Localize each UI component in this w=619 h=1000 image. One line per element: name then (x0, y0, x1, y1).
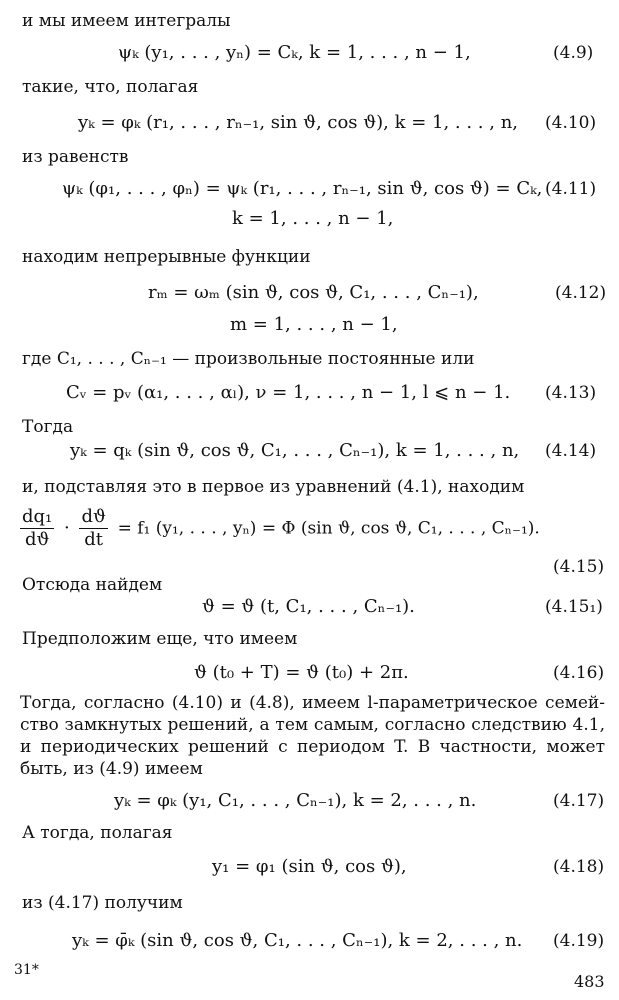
equation-rhs: = f₁ (y₁, . . . , yₙ) = Φ (sin ϑ, cos ϑ, C₁, . . . , Cₙ₋₁). (117, 518, 540, 539)
equation-4-15-1: ϑ = ϑ (t, C₁, . . . , Cₙ₋₁). (202, 596, 415, 617)
equation-4-12: rₘ = ωₘ (sin ϑ, cos ϑ, C₁, . . . , Cₙ₋₁), (148, 282, 479, 303)
text-line: Предположим еще, что имеем (22, 629, 298, 649)
equation-4-17: yₖ = φₖ (y₁, C₁, . . . , Cₙ₋₁), k = 2, . . . , n. (114, 790, 477, 811)
text-line: из (4.17) получим (22, 893, 183, 913)
paragraph-line: быть, из (4.9) имеем (20, 759, 203, 779)
paragraph-line: и периодических решений с периодом T. В частности, может (20, 737, 605, 757)
equation-number: (4.15) (553, 557, 605, 577)
page-number: 483 (574, 972, 605, 991)
fraction-numerator: dϑ (81, 506, 106, 527)
equation-4-11: ψₖ (φ₁, . . . , φₙ) = ψₖ (r₁, . . . , rₙ₋₁, sin ϑ, cos ϑ) = Cₖ, (62, 178, 543, 199)
equation-number: (4.19) (553, 931, 605, 951)
equation-number: (4.12) (555, 283, 607, 303)
equation-4-18: y₁ = φ₁ (sin ϑ, cos ϑ), (212, 856, 407, 877)
text-line: Тогда (22, 417, 74, 437)
equation-4-19: yₖ = φ̄ₖ (sin ϑ, cos ϑ, C₁, . . . , Cₙ₋₁), k = 2, . . . , n. (72, 930, 523, 951)
equation-number: (4.9) (553, 43, 594, 63)
fraction-dq1-dtheta (20, 506, 54, 551)
equation-number: (4.16) (553, 663, 605, 683)
paragraph-line: Тогда, согласно (4.10) и (4.8), имеем l-параметрическое семей- (20, 693, 605, 713)
fraction-numerator: dq₁ (22, 506, 53, 527)
equation-number: (4.13) (545, 383, 597, 403)
fraction-denominator: dt (84, 529, 104, 550)
printer-signature: 31* (14, 962, 39, 978)
fraction-dtheta-dt (79, 506, 107, 551)
text-line: такие, что, полагая (22, 77, 199, 97)
equation-number: (4.14) (545, 441, 597, 461)
equation-4-11-condition: k = 1, . . . , n − 1, (232, 208, 394, 229)
equation-number: (4.18) (553, 857, 605, 877)
equation-4-16: ϑ (t₀ + T) = ϑ (t₀) + 2π. (194, 662, 409, 683)
text-line: из равенств (22, 147, 129, 167)
text-line: и, подставляя это в первое из уравнений (4.1), находим (22, 477, 525, 497)
text-line: находим непрерывные функции (22, 247, 311, 267)
text-line: А тогда, полагая (22, 823, 173, 843)
text-line: где C₁, . . . , Cₙ₋₁ — произвольные постоянные или (22, 349, 475, 369)
equation-number: (4.10) (545, 113, 597, 133)
equation-4-12-condition: m = 1, . . . , n − 1, (230, 314, 398, 335)
fraction-denominator: dϑ (24, 529, 50, 550)
equation-4-14: yₖ = qₖ (sin ϑ, cos ϑ, C₁, . . . , Cₙ₋₁), k = 1, . . . , n, (70, 440, 520, 461)
equation-number: (4.17) (553, 791, 605, 811)
equation-4-15: $\frac{\text{dq₁}}{dϑ}$ · $\frac{dϑ}{dt}$ = f₁ (y₁, . . . , yₙ) = Φ (sin ϑ, cos ϑ, C₁, . . . , Cₙ₋₁). (22, 506, 540, 550)
equation-number: (4.11) (545, 179, 597, 199)
equation-4-9: ψₖ (y₁, . . . , yₙ) = Cₖ, k = 1, . . . , n − 1, (118, 42, 471, 63)
equation-4-13: Cᵥ = pᵥ (α₁, . . . , αₗ), ν = 1, . . . , n − 1, l ⩽ n − 1. (66, 382, 511, 403)
equation-4-10: yₖ = φₖ (r₁, . . . , rₙ₋₁, sin ϑ, cos ϑ), k = 1, . . . , n, (78, 112, 519, 133)
paragraph-line: ство замкнутых решений, а тем самым, согласно следствию 4.1, (20, 715, 605, 735)
text-line: Отсюда найдем (22, 575, 163, 595)
text-line: и мы имеем интегралы (22, 11, 231, 31)
equation-number: (4.15₁) (545, 597, 603, 617)
